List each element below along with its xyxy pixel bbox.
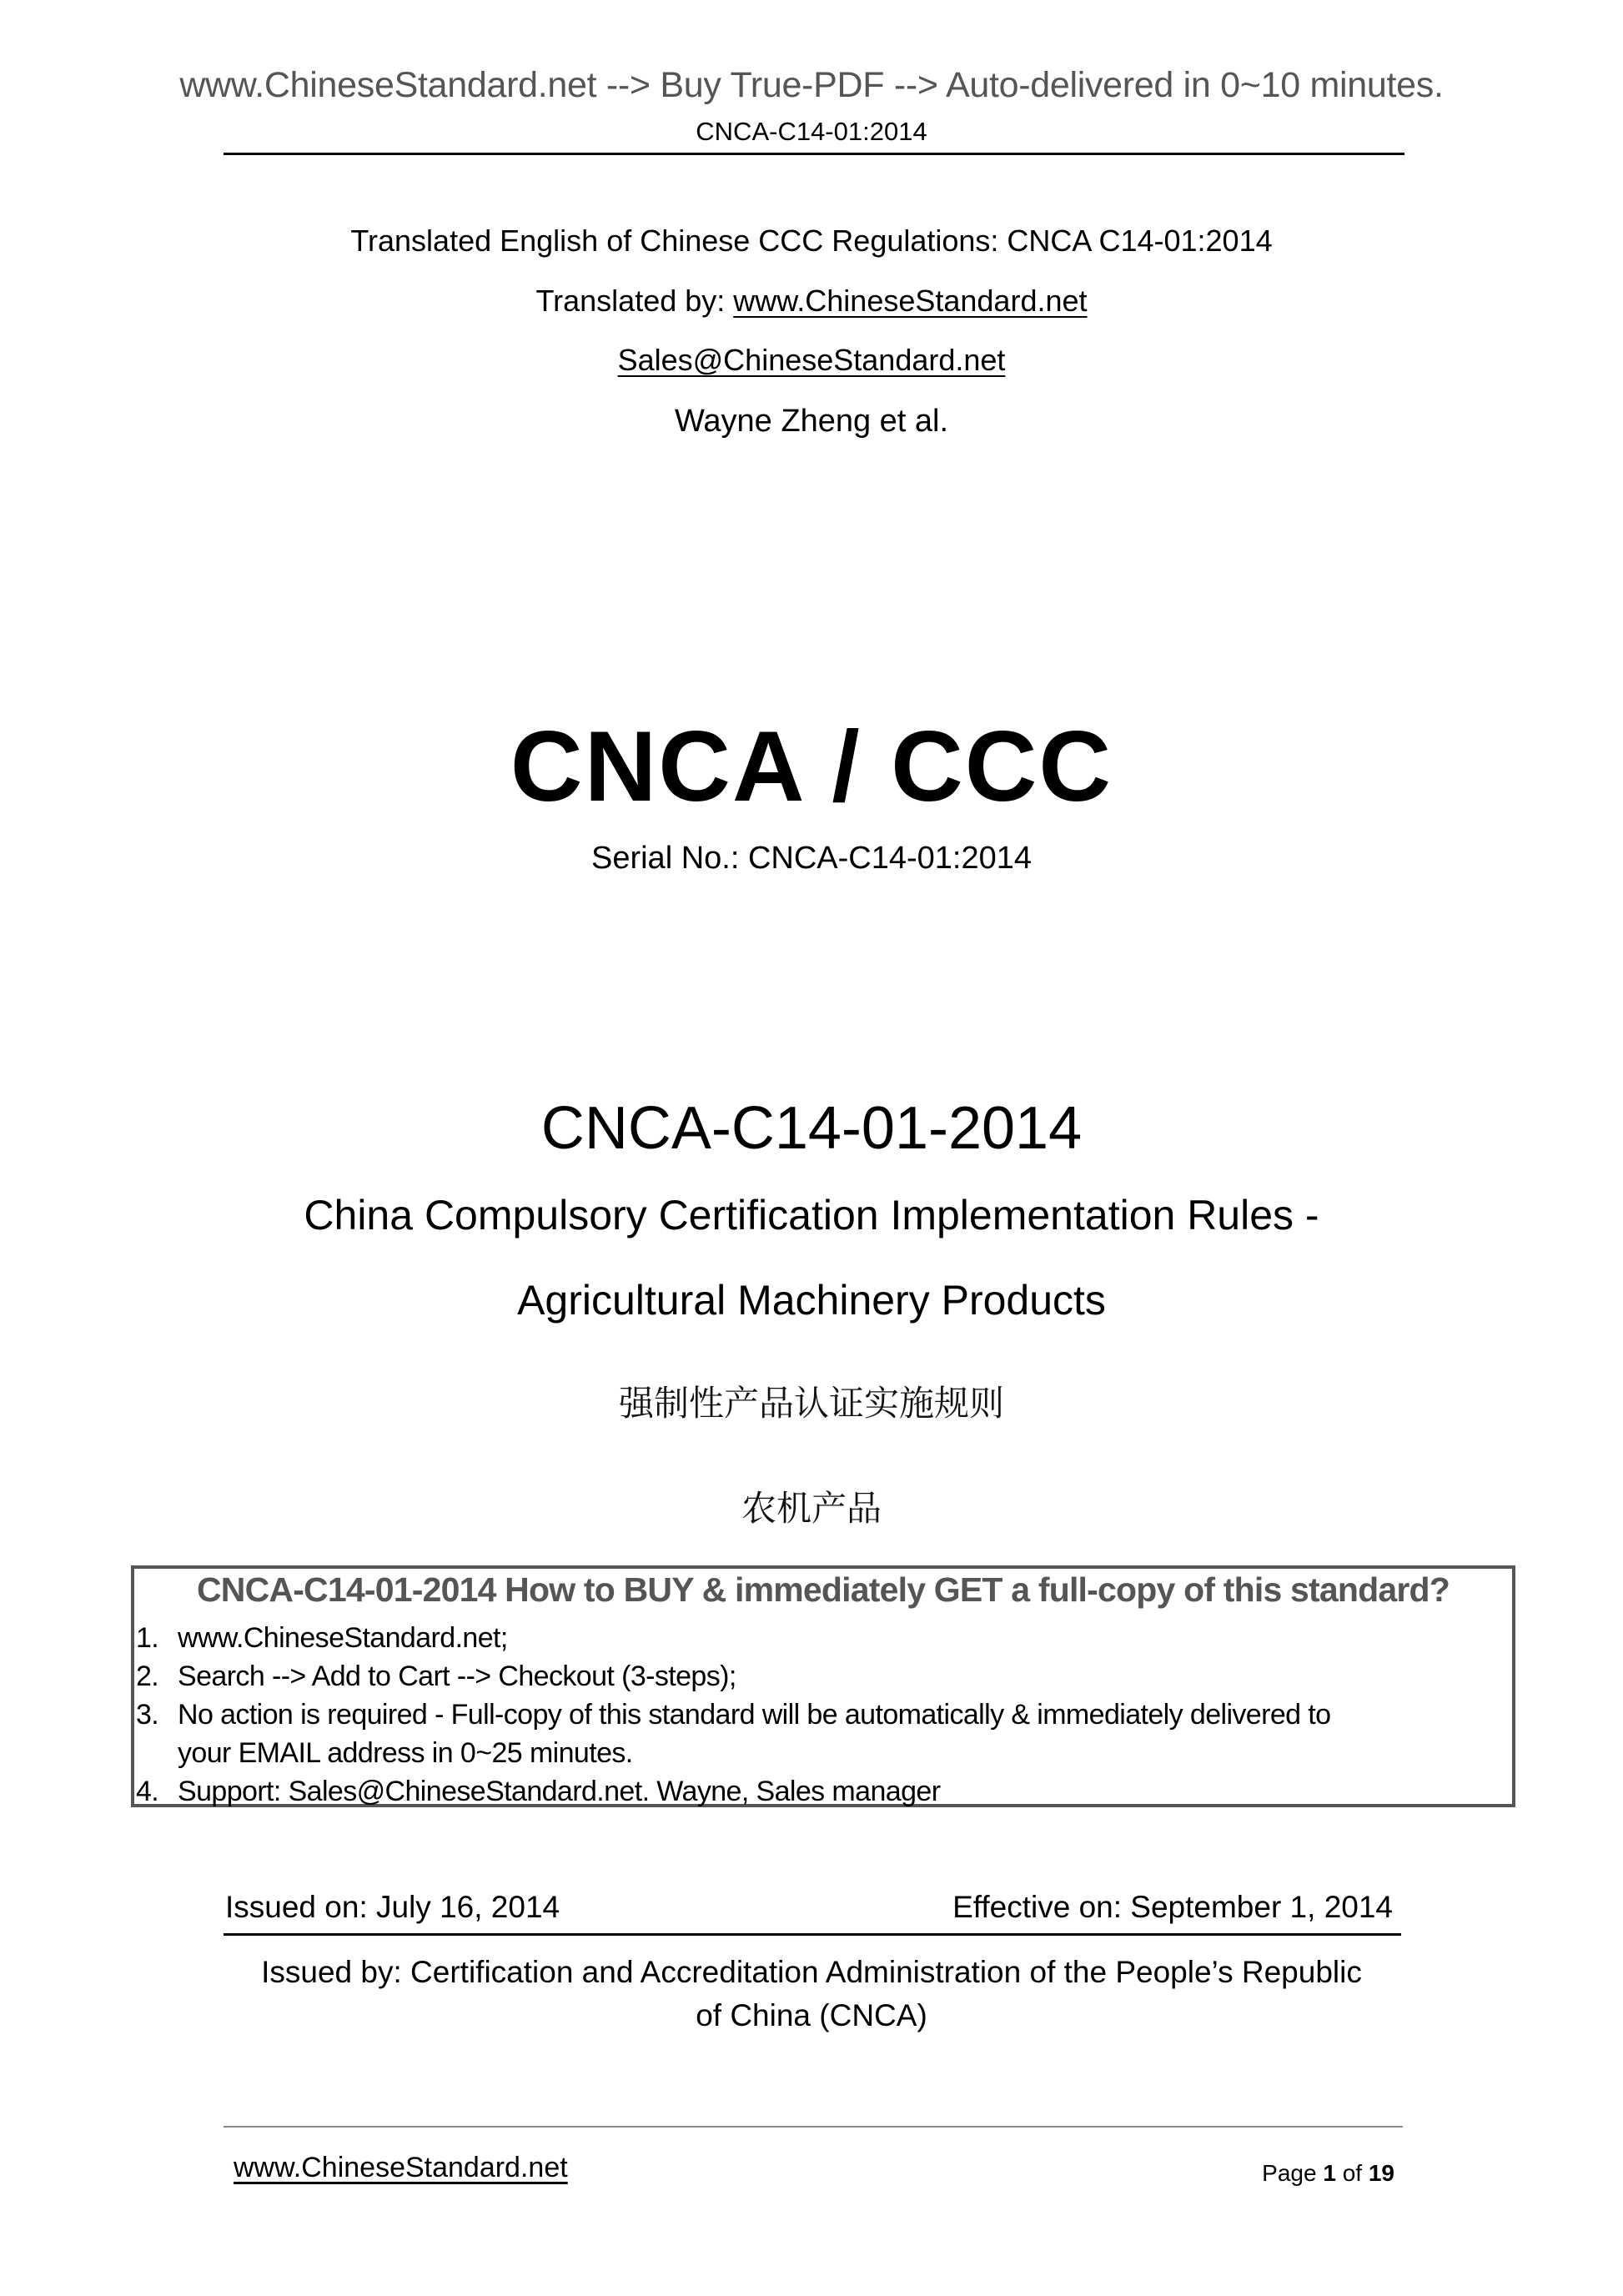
buy-step-continuation: your EMAIL address in 0~25 minutes. (178, 1737, 633, 1769)
step-number: 3. (136, 1699, 159, 1731)
step-text: Search --> Add to Cart --> Checkout (3-steps); (178, 1660, 736, 1692)
standard-title-en-line2: Agricultural Machinery Products (517, 1277, 1106, 1324)
authors: Wayne Zheng et al. (674, 404, 949, 439)
footer-divider (224, 2126, 1403, 2128)
step-text: Support: Sales@ChineseStandard.net. Wayne, Sales manager (178, 1776, 941, 1807)
page-indicator (1262, 2160, 1394, 2187)
header-divider (224, 153, 1404, 155)
buy-instructions-box (131, 1565, 1515, 1807)
effective-on-date: Effective on: September 1, 2014 (952, 1890, 1393, 1924)
cover-big-title: CNCA / CCC (510, 711, 1113, 822)
step-text: www.ChineseStandard.net; (178, 1622, 508, 1654)
issue-divider (224, 1933, 1401, 1936)
sales-email-link[interactable]: Sales@ChineseStandard.net (617, 343, 1006, 377)
buy-steps-list (136, 1619, 1514, 1811)
header-doc-code: CNCA-C14-01:2014 (696, 117, 927, 146)
issued-by-line2: of China (CNCA) (696, 1998, 927, 2032)
footer-website-link[interactable]: www.ChineseStandard.net (234, 2152, 568, 2183)
translator-website-link[interactable]: www.ChineseStandard.net (733, 284, 1088, 318)
step-number: 4. (136, 1776, 159, 1807)
buy-step (136, 1696, 1514, 1734)
step-number: 1. (136, 1622, 159, 1654)
page-prefix: Page (1262, 2160, 1324, 2186)
page-of: of (1335, 2160, 1369, 2186)
issued-by-line1: Issued by: Certification and Accreditation Administration of the People’s Republic (261, 1955, 1362, 1989)
step-number: 2. (136, 1660, 159, 1692)
buy-step (136, 1657, 1514, 1696)
top-banner: www.ChineseStandard.net --> Buy True-PDF --> Auto-delivered in 0~10 minutes. (179, 65, 1444, 105)
standard-title-cn-line2: 农机产品 (741, 1488, 882, 1529)
total-pages: 19 (1368, 2160, 1394, 2186)
current-page-number: 1 (1323, 2160, 1336, 2186)
buy-box-title: CNCA-C14-01-2014 How to BUY & immediately GET a full-copy of this standard? (196, 1570, 1450, 1609)
serial-number: Serial No.: CNCA-C14-01:2014 (590, 841, 1032, 876)
step-text: No action is required - Full-copy of this standard will be automatically & immediately delivered to (178, 1699, 1331, 1731)
sales-email (0, 343, 1623, 378)
standard-title-en-line1: China Compulsory Certification Implementation Rules - (304, 1192, 1319, 1238)
issued-on-date: Issued on: July 16, 2014 (225, 1890, 560, 1924)
standard-number: CNCA-C14-01-2014 (540, 1095, 1083, 1162)
translated-by (0, 284, 1623, 319)
buy-step (136, 1619, 1514, 1657)
translation-title: Translated English of Chinese CCC Regulations: CNCA C14-01:2014 (350, 224, 1273, 258)
standard-title-cn-line1: 强制性产品认证实施规则 (618, 1383, 1004, 1424)
buy-step (136, 1772, 1514, 1811)
translated-by-label: Translated by: (535, 284, 734, 318)
